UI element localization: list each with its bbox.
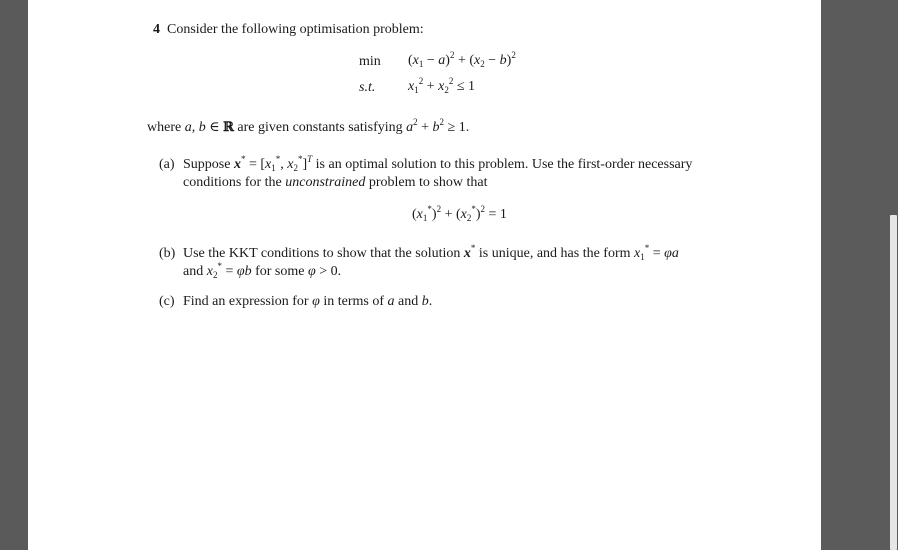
part-a-line2: conditions for the unconstrained problem to show that (183, 175, 488, 190)
scrollbar-thumb[interactable] (890, 215, 897, 550)
part-c-line1: Find an expression for φ in terms of a and b. (183, 294, 433, 309)
objective-label: min (359, 54, 381, 69)
part-a-line1: Suppose $x^* = [x_1^*$, $x_2^*]^T$ is an optimal solution to this problem. Use the first-order necessary (183, 154, 693, 173)
part-a-display-equation: $(x_1^*)^2 + (x_2^*)^2 = 1$ (412, 204, 507, 223)
document-page (28, 0, 821, 550)
part-c-label: (c) (159, 294, 175, 309)
problem-intro: Consider the following optimisation problem: (167, 22, 424, 37)
viewer-gutter (821, 0, 898, 550)
problem-number: 4 (153, 22, 160, 37)
problem-header (153, 22, 424, 38)
constraint-expression: $x_1^2 + x_2^2 \le 1$ (408, 76, 476, 95)
part-a-label: (a) (159, 157, 175, 172)
where-line: where a, b ∈ ℝ are given constants satisfying $a^2 + b^2 \ge 1$. (147, 117, 470, 135)
part-b-line2: and $x_2^* = \varphi b$ for some φ > 0. (183, 261, 342, 280)
objective-expression: $(x_1 - a)^2 + (x_2 - b)^2$ (408, 50, 516, 69)
part-b-label: (b) (159, 246, 176, 261)
part-b-line1: Use the KKT conditions to show that the solution x* is unique, and has the form $x_1^* = \varphi a$ (183, 243, 679, 262)
constraint-label: s.t. (359, 80, 376, 95)
left-margin (0, 0, 28, 550)
